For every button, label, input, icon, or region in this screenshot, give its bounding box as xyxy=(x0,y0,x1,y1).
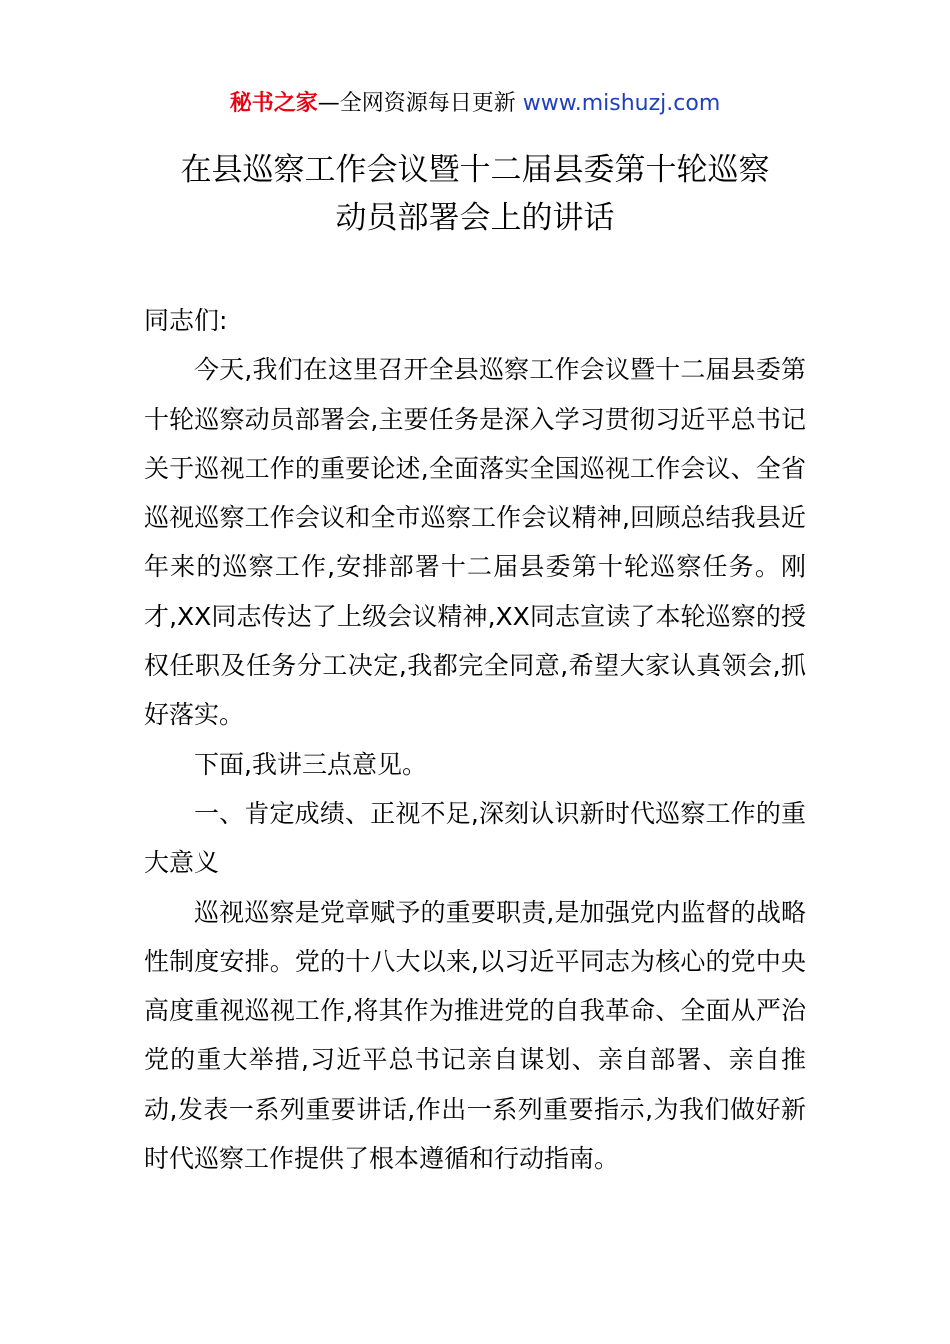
section-heading-1: 一、肯定成绩、正视不足,深刻认识新时代巡察工作的重大意义 xyxy=(144,798,806,878)
paragraph-section-1: 巡视巡察是党章赋予的重要职责,是加强党内监督的战略性制度安排。党的十八大以来,以习近平同志为核心的党中央高度重视巡视工作,将其作为推进党的自我革命、全面从严治党的重大举措,习近平总书记亲自谋划、亲自部署、亲自推动,发表一系列重要讲话,作出一系列重要指示,为我们做好新时代巡察工作提供了根本遵循和行动指南。 xyxy=(144,897,806,1174)
title-line-2: 动员部署会上的讲话 xyxy=(335,200,615,236)
title-line-1: 在县巡察工作会议暨十二届县委第十轮巡察 xyxy=(180,152,770,188)
site-header xyxy=(0,88,950,120)
document-title xyxy=(0,146,950,242)
document-body xyxy=(144,296,806,1183)
header-tagline: —全网资源每日更新 xyxy=(317,91,523,116)
paragraph-opening: 今天,我们在这里召开全县巡察工作会议暨十二届县委第十轮巡察动员部署会,主要任务是深入学习贯彻习近平总书记关于巡视工作的重要论述,全面落实全国巡视工作会议、全省巡视巡察工作会议和全市巡察工作会议精神,回顾总结我县近年来的巡察工作,安排部署十二届县委第十轮巡察任务。刚才,XX同志传达了上级会议精神,XX同志宣读了本轮巡察的授权任职及任务分工决定,我都完全同意,希望大家认真领会,抓好落实。 xyxy=(144,355,806,730)
salutation: 同志们: xyxy=(144,306,228,335)
site-url-link[interactable]: www.mishuzj.com xyxy=(522,91,721,116)
paragraph-transition: 下面,我讲三点意见。 xyxy=(194,749,427,779)
brand-name: 秘书之家 xyxy=(229,91,318,116)
